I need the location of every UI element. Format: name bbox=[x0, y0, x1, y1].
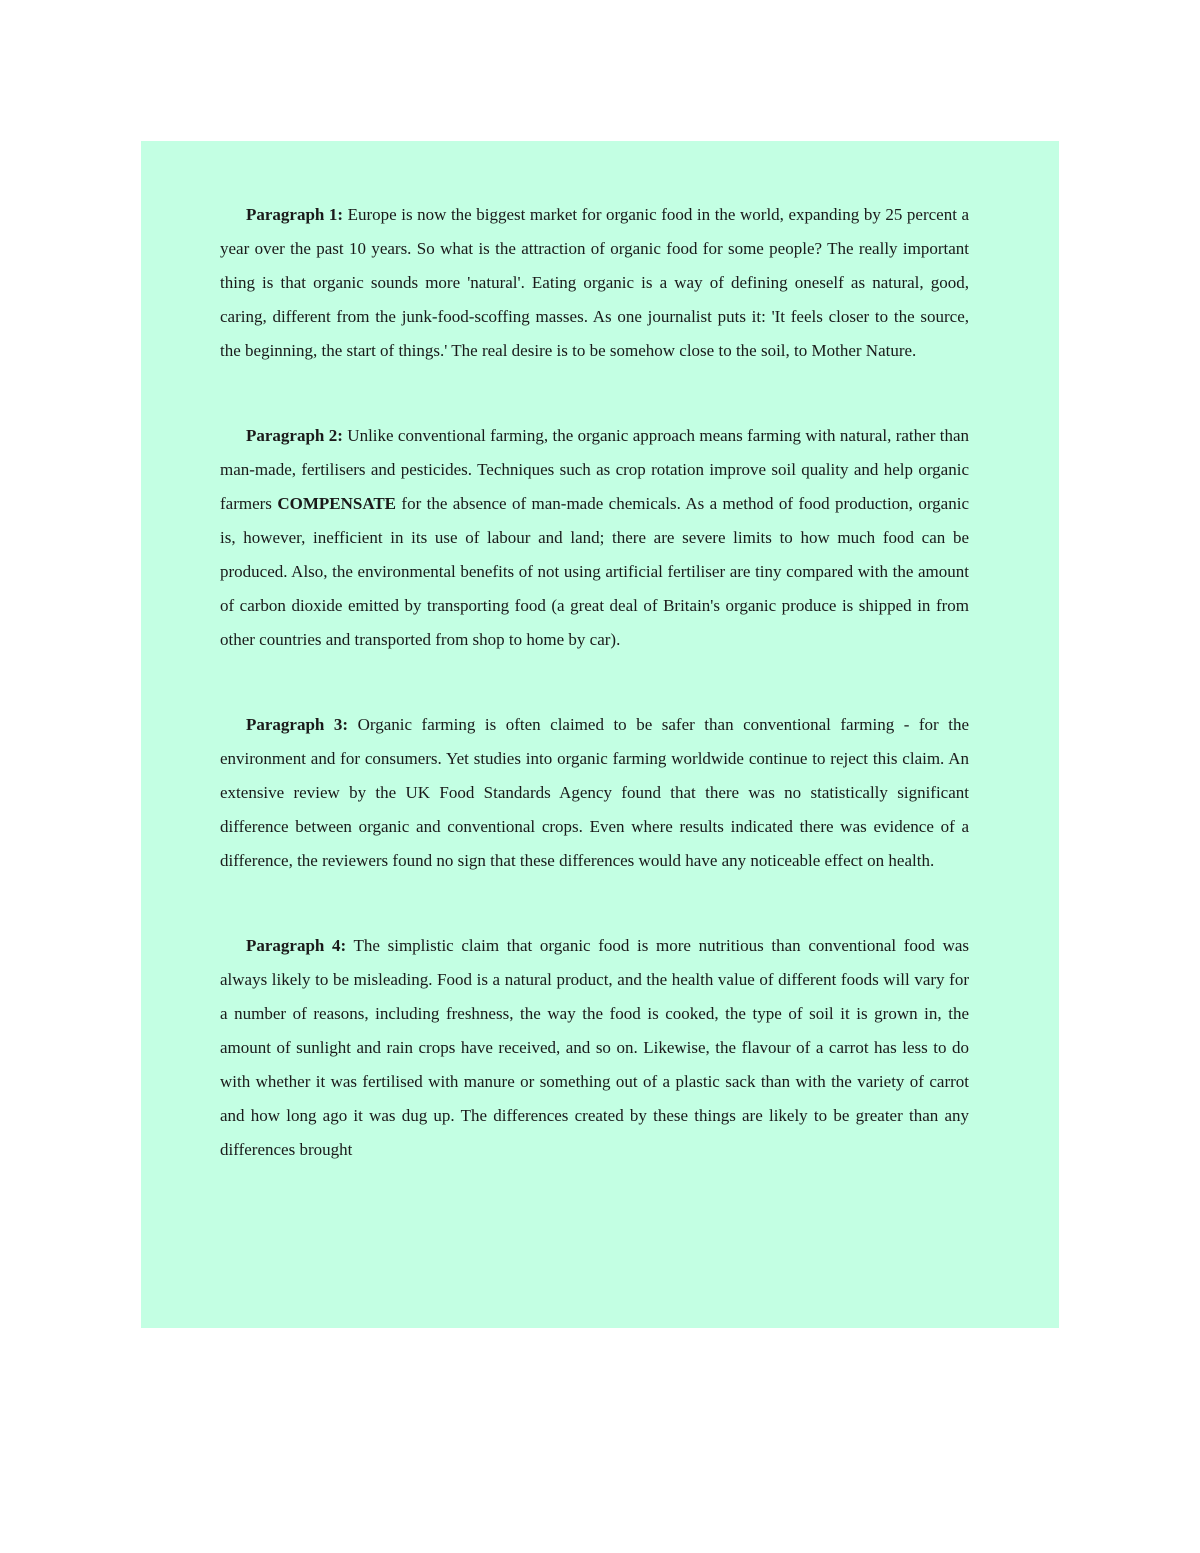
paragraph-label: Paragraph 4: bbox=[246, 936, 347, 955]
paragraph-text: Organic farming is often claimed to be safer than conventional farming - for the environment and for consumers. Yet studies into organic farming worldwide continue to reject this claim. An extensive review by the UK Food Standards Agency found that there was no statistically significant difference between organic and conventional crops. Even where results indicated there was evidence of a difference, the reviewers found no sign that these differences would have any noticeable effect on health. bbox=[220, 715, 969, 870]
paragraph-text: The simplistic claim that organic food is more nutritious than conventional food was always likely to be misleading. Food is a natural product, and the health value of different foods will vary for a number of reasons, including freshness, the way the food is cooked, the type of soil it is grown in, the amount of sunlight and rain crops have received, and so on. Likewise, the flavour of a carrot has less to do with whether it was fertilised with manure or something out of a plastic sack than with the variety of carrot and how long ago it was dug up. The differences created by these things are likely to be greater than any differences brought bbox=[220, 936, 970, 1159]
paragraph-label: Paragraph 2: bbox=[246, 426, 343, 445]
paragraph-2 bbox=[220, 419, 969, 657]
paragraph-4 bbox=[220, 929, 969, 1167]
reading-passage-panel bbox=[141, 141, 1059, 1328]
paragraph-text: Unlike conventional farming, the organic approach means farming with natural, rather than man-made, fertilisers and pesticides. Techniques such as crop rotation improve soil quality and help organic farmers bbox=[220, 426, 969, 513]
paragraph-label: Paragraph 1: bbox=[246, 205, 344, 224]
paragraph-1 bbox=[220, 198, 969, 368]
passage-content bbox=[220, 198, 969, 1218]
paragraph-text: Europe is now the biggest market for organic food in the world, expanding by 25 percent a year over the past 10 years. So what is the attraction of organic food for some people? The really important thing is that organic sounds more 'natural'. Eating organic is a way of defining oneself as natural, good, caring, different from the junk-food-scoffing masses. As one journalist puts it: 'It feels closer to the source, the beginning, the start of things.' The real desire is to be somehow close to the soil, to Mother Nature. bbox=[220, 205, 970, 360]
paragraph-label: Paragraph 3: bbox=[246, 715, 349, 734]
paragraph-3 bbox=[220, 708, 969, 878]
paragraph-text-continued: for the absence of man-made chemicals. As a method of food production, organic is, however, inefficient in its use of labour and land; there are severe limits to how much food can be produced. Also, the environmental benefits of not using artificial fertiliser are tiny compared with the amount of carbon dioxide emitted by transporting food (a great deal of Britain's organic produce is shipped in from other countries and transported from shop to home by car). bbox=[220, 494, 969, 649]
emphasized-word: COMPENSATE bbox=[277, 494, 397, 513]
